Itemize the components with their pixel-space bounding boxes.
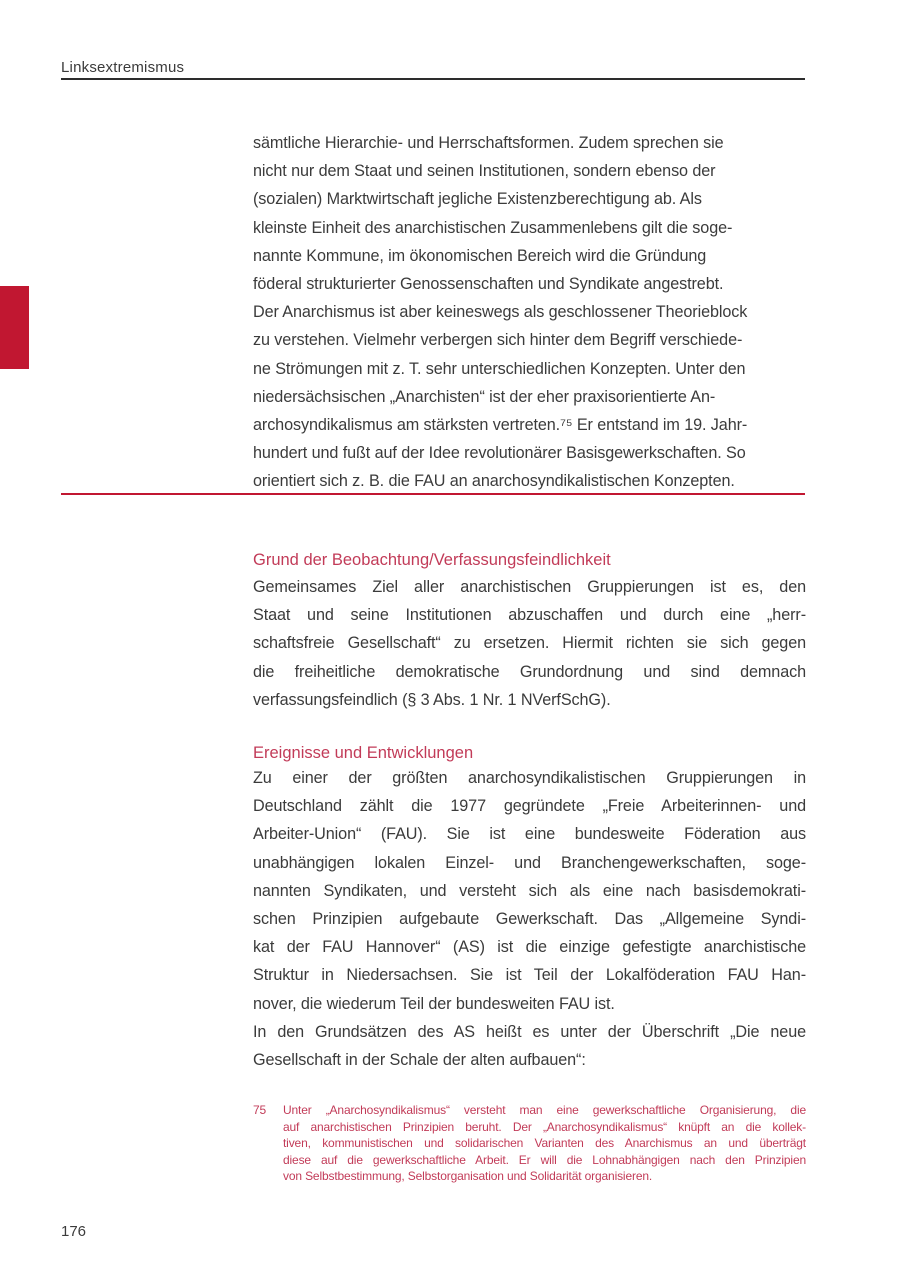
text-line: kleinste Einheit des anarchistischen Zusammenlebens gilt die soge- [253, 218, 733, 237]
running-header: Linksextremismus [61, 59, 185, 76]
text-line: hundert und fußt auf der Idee revolutionärer Basisgewerkschaften. So [253, 444, 746, 463]
text-line: auf anarchistischen Prinzipien beruht. Der „Anarchosyndikalismus“ knüpft an die kollek- [283, 1119, 806, 1134]
section-heading-events: Ereignisse und Entwicklungen [253, 744, 474, 762]
footnote-number: 75 [253, 1103, 267, 1117]
text-line: nannte Kommune, im ökonomischen Bereich wird die Gründung [253, 246, 707, 265]
text-line: von Selbstbestimmung, Selbstorganisation und Solidarität organisieren. [283, 1169, 653, 1184]
observation-paragraph [253, 573, 806, 714]
text-line: Staat und seine Institutionen abzuschaffen und durch eine „herr- [253, 606, 806, 625]
events-paragraph-2 [253, 1018, 806, 1074]
text-line: nover, die wiederum Teil der bundesweiten FAU ist. [253, 994, 615, 1013]
text-line: sämtliche Hierarchie- und Herrschaftsformen. Zudem sprechen sie [253, 134, 724, 152]
text-line: verfassungsfeindlich (§ 3 Abs. 1 Nr. 1 NVerfSchG). [253, 690, 611, 709]
text-line: Zu einer der größten anarchosyndikalistischen Gruppierungen in [253, 769, 806, 787]
intro-paragraph [253, 129, 806, 496]
text-line: unabhängigen lokalen Einzel- und Branchengewerkschaften, soge- [253, 853, 806, 872]
text-line: ne Strömungen mit z. T. sehr unterschiedlichen Konzepten. Unter den [253, 359, 746, 378]
text-line: Deutschland zählt die 1977 gegründete „Freie Arbeiterinnen- und [253, 797, 806, 816]
text-line: Arbeiter-Union“ (FAU). Sie ist eine bundesweite Föderation aus [253, 825, 806, 844]
text-line: Struktur in Niedersachsen. Sie ist Teil der Lokalföderation FAU Han- [253, 966, 806, 985]
text-line: orientiert sich z. B. die FAU an anarchosyndikalistischen Konzepten. [253, 472, 735, 491]
text-line: (sozialen) Marktwirtschaft jegliche Existenzberechtigung ab. Als [253, 190, 702, 209]
text-line: In den Grundsätzen des AS heißt es unter der Überschrift „Die neue [253, 1022, 806, 1041]
text-line: schen Prinzipien aufgebaute Gewerkschaft. Das „Allgemeine Syndi- [253, 910, 806, 929]
text-line: Gemeinsames Ziel aller anarchistischen Gruppierungen ist es, den [253, 578, 806, 596]
text-line: nicht nur dem Staat und seinen Institutionen, sondern ebenso der [253, 162, 716, 181]
text-line: schaftsfreie Gesellschaft“ zu ersetzen. Hiermit richten sie sich gegen [253, 634, 806, 653]
text-line: tiven, kommunistischen und solidarischen Varianten des Anarchismus an und überträgt [283, 1136, 806, 1151]
text-line: niedersächsischen „Anarchisten“ ist der eher praxisorientierte An- [253, 387, 716, 406]
text-line: Der Anarchismus ist aber keineswegs als geschlossener Theorieblock [253, 303, 748, 322]
page-number: 176 [61, 1223, 87, 1240]
footnote [253, 1102, 806, 1185]
text-line: zu verstehen. Vielmehr verbergen sich hinter dem Begriff verschiede- [253, 331, 743, 350]
text-line: die freiheitliche demokratische Grundordnung und sind demnach [253, 662, 806, 681]
section-heading-observation: Grund der Beobachtung/Verfassungsfeindlichkeit [253, 551, 611, 569]
text-line: archosyndikalismus am stärksten vertreten.⁷⁵ Er entstand im 19. Jahr- [253, 416, 748, 435]
chapter-marker-tab [0, 286, 29, 369]
text-line: Gesellschaft in der Schale der alten aufbauen“: [253, 1051, 586, 1070]
text-line: föderal strukturierter Genossenschaften und Syndikate angestrebt. [253, 275, 724, 294]
events-paragraphs [253, 764, 806, 1074]
footnote-text [283, 1102, 806, 1185]
section-divider-rule [61, 493, 805, 495]
text-line: kat der FAU Hannover“ (AS) ist die einzige gefestigte anarchistische [253, 938, 806, 957]
text-line: diese auf die gewerkschaftliche Arbeit. Er will die Lohnabhängigen nach den Prinzipien [283, 1152, 806, 1167]
text-line: nannten Syndikaten, und versteht sich als eine nach basisdemokrati- [253, 881, 806, 900]
header-rule [61, 78, 805, 80]
events-paragraph-1 [253, 764, 806, 1018]
text-line: Unter „Anarchosyndikalismus“ versteht man eine gewerkschaftliche Organisierung, die [283, 1103, 806, 1117]
